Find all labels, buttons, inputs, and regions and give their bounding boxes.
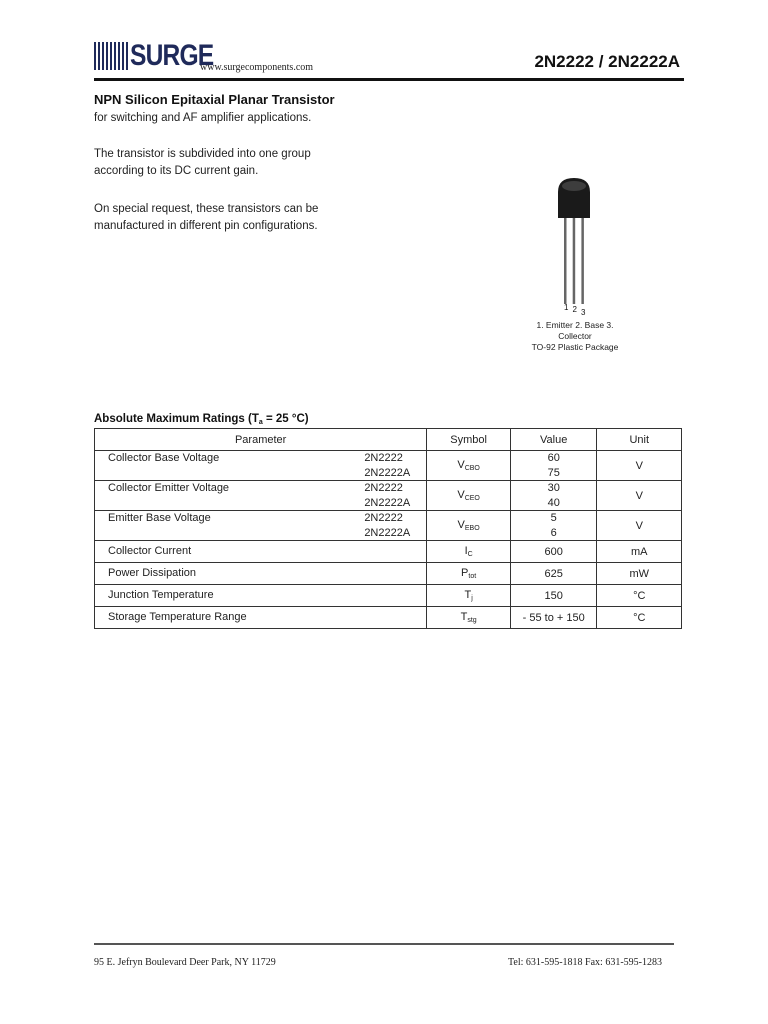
package-caption	[520, 320, 630, 353]
header-value: Value	[510, 429, 597, 451]
parameter-name: Emitter Base Voltage	[108, 512, 211, 524]
table-row	[95, 481, 682, 511]
variant-label: 2N2222A	[364, 526, 411, 539]
parameter-name: Collector Emitter Voltage	[108, 482, 230, 494]
parameter-name: Collector Current	[108, 545, 192, 558]
pin-caption-text: 1. Emitter 2. Base 3. Collector	[536, 320, 614, 341]
footer-contact: Tel: 631-595-1818 Fax: 631-595-1283	[507, 957, 662, 968]
logo-barcode-mark	[94, 42, 128, 70]
header-divider	[94, 78, 684, 81]
table-row	[95, 563, 682, 585]
pin-number: 2	[572, 305, 577, 314]
table-row	[95, 511, 682, 541]
unit-cell: V	[597, 481, 682, 511]
symbol-cell: $V_{EBO}$	[427, 511, 511, 541]
pin-2-lead	[573, 218, 576, 304]
parameter-name: Junction Temperature	[108, 589, 214, 602]
footer-divider	[94, 943, 674, 945]
table-row	[95, 607, 682, 629]
unit-cell: V	[597, 451, 682, 481]
value-cell: 30 40	[510, 481, 597, 511]
unit-cell: mW	[597, 563, 682, 585]
unit-cell: °C	[597, 585, 682, 607]
value-cell: 625	[510, 563, 597, 585]
description-line: On special request, these transistors can be	[94, 203, 319, 215]
pin-3-lead	[581, 218, 584, 304]
table-row	[95, 541, 682, 563]
header-unit: Unit	[597, 429, 682, 451]
symbol-cell: $V_{CEO}$	[427, 481, 511, 511]
symbol-cell: $T_j$	[427, 585, 511, 607]
parameter-name: Storage Temperature Range	[108, 611, 247, 624]
value-cell: 150	[510, 585, 597, 607]
absolute-maximum-ratings-table	[94, 428, 682, 629]
part-number-title: 2N2222 / 2N2222A	[534, 52, 680, 71]
package-type-text: TO-92 Plastic Package	[531, 342, 619, 352]
description-line: The transistor is subdivided into one group	[94, 148, 311, 160]
pin-number: 3	[581, 308, 586, 317]
unit-cell: °C	[597, 607, 682, 629]
variant-label: 2N2222	[364, 482, 403, 494]
value-cell: 5 6	[510, 511, 597, 541]
table-header-row	[95, 429, 682, 451]
to92-package-illustration	[556, 178, 592, 318]
parameter-name: Collector Base Voltage	[108, 452, 220, 464]
value-cell: - 55 to + 150	[510, 607, 597, 629]
value-cell: 60 75	[510, 451, 597, 481]
symbol-cell: $I_C$	[427, 541, 511, 563]
website-url: www.surgecomponents.com	[200, 62, 314, 73]
unit-cell: V	[597, 511, 682, 541]
table-row	[95, 451, 682, 481]
pin-1-lead	[564, 218, 567, 304]
variant-label: 2N2222A	[364, 496, 411, 509]
header-parameter: Parameter	[95, 429, 427, 451]
product-heading: NPN Silicon Epitaxial Planar Transistor	[94, 92, 335, 107]
parameter-name: Power Dissipation	[108, 567, 197, 580]
footer-address: 95 E. Jefryn Boulevard Deer Park, NY 11729	[94, 957, 276, 968]
variant-label: 2N2222A	[364, 466, 411, 479]
pin-number: 1	[564, 303, 569, 312]
symbol-cell: $T_{stg}$	[427, 607, 511, 629]
product-subtitle: for switching and AF amplifier applications.	[94, 112, 312, 124]
symbol-cell: $V_{CBO}$	[427, 451, 511, 481]
variant-label: 2N2222	[364, 452, 403, 464]
table-row	[95, 585, 682, 607]
description-line: manufactured in different pin configurations.	[94, 220, 318, 232]
description-line: according to its DC current gain.	[94, 165, 259, 177]
ratings-table-title: Absolute Maximum Ratings ($T_a = 25$ °C)	[94, 413, 309, 426]
symbol-cell: $P_{tot}$	[427, 563, 511, 585]
variant-label: 2N2222	[364, 512, 403, 524]
value-cell: 600	[510, 541, 597, 563]
header-symbol: Symbol	[427, 429, 511, 451]
logo-text: SURGE	[130, 39, 214, 72]
unit-cell: mA	[597, 541, 682, 563]
